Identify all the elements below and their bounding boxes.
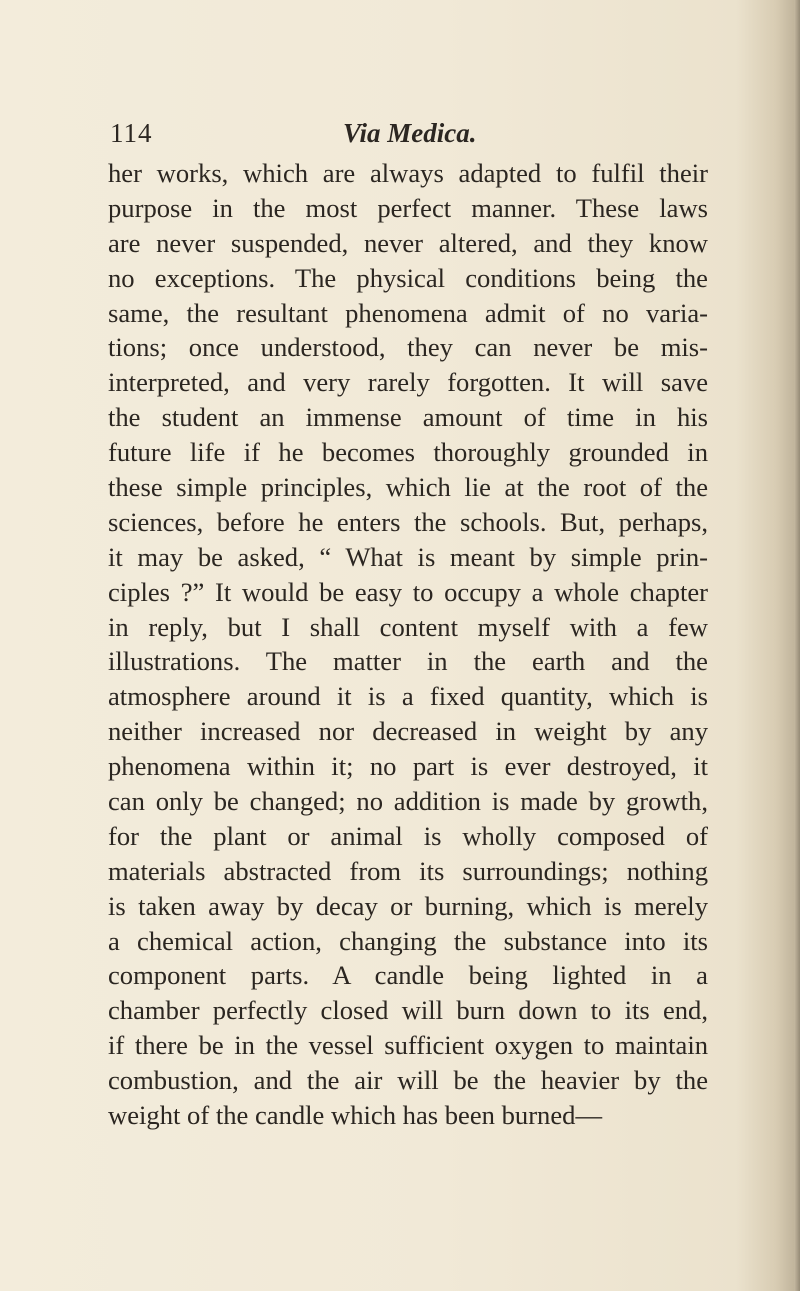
text-line: interpreted, and very rarely forgotten. It will save (108, 367, 708, 398)
text-line: future life if he becomes thoroughly grounded in (108, 437, 708, 468)
text-line: the student an immense amount of time in his (108, 402, 708, 433)
page-edge-shadow (794, 0, 800, 1291)
text-line: weight of the candle which has been burned— (108, 1100, 603, 1131)
text-line: neither increased nor decreased in weight by any (108, 716, 708, 747)
text-line: if there be in the vessel sufficient oxygen to maintain (108, 1030, 708, 1061)
text-line: a chemical action, changing the substance into its (108, 925, 708, 956)
text-line: materials abstracted from its surroundings; nothing (108, 855, 708, 886)
running-title: Via Medica. (343, 118, 477, 148)
text-line: sciences, before he enters the schools. But, perhaps, (108, 506, 708, 537)
text-line: are never suspended, never altered, and they know (108, 227, 708, 258)
text-line: illustrations. The matter in the earth and the (108, 646, 708, 677)
body-text (108, 156, 708, 1133)
text-line: no exceptions. The physical conditions being the (108, 262, 708, 293)
text-line: tions; once understood, they can never be mis- (108, 332, 708, 363)
text-line: it may be asked, “ What is meant by simple prin- (108, 541, 708, 572)
text-line: chamber perfectly closed will burn down to its end, (108, 995, 708, 1026)
text-line: combustion, and the air will be the heavier by the (108, 1065, 708, 1096)
text-line: phenomena within it; no part is ever destroyed, it (108, 751, 708, 782)
text-line: is taken away by decay or burning, which is merely (108, 890, 708, 921)
text-line: same, the resultant phenomena admit of no varia- (108, 297, 708, 328)
page-number: 114 (110, 118, 153, 148)
text-line: can only be changed; no addition is made by growth, (108, 786, 708, 817)
text-line: in reply, but I shall content myself with a few (108, 611, 708, 642)
text-line: atmosphere around it is a fixed quantity, which is (108, 681, 708, 712)
text-line: component parts. A candle being lighted in a (108, 960, 708, 991)
text-line: for the plant or animal is wholly composed of (108, 820, 708, 851)
page-header (110, 118, 670, 158)
text-line: purpose in the most perfect manner. These laws (108, 192, 708, 223)
text-line: her works, which are always adapted to fulfil their (108, 158, 708, 188)
text-line: ciples ?” It would be easy to occupy a whole chapter (108, 576, 708, 607)
text-line: these simple principles, which lie at the root of the (108, 472, 708, 503)
